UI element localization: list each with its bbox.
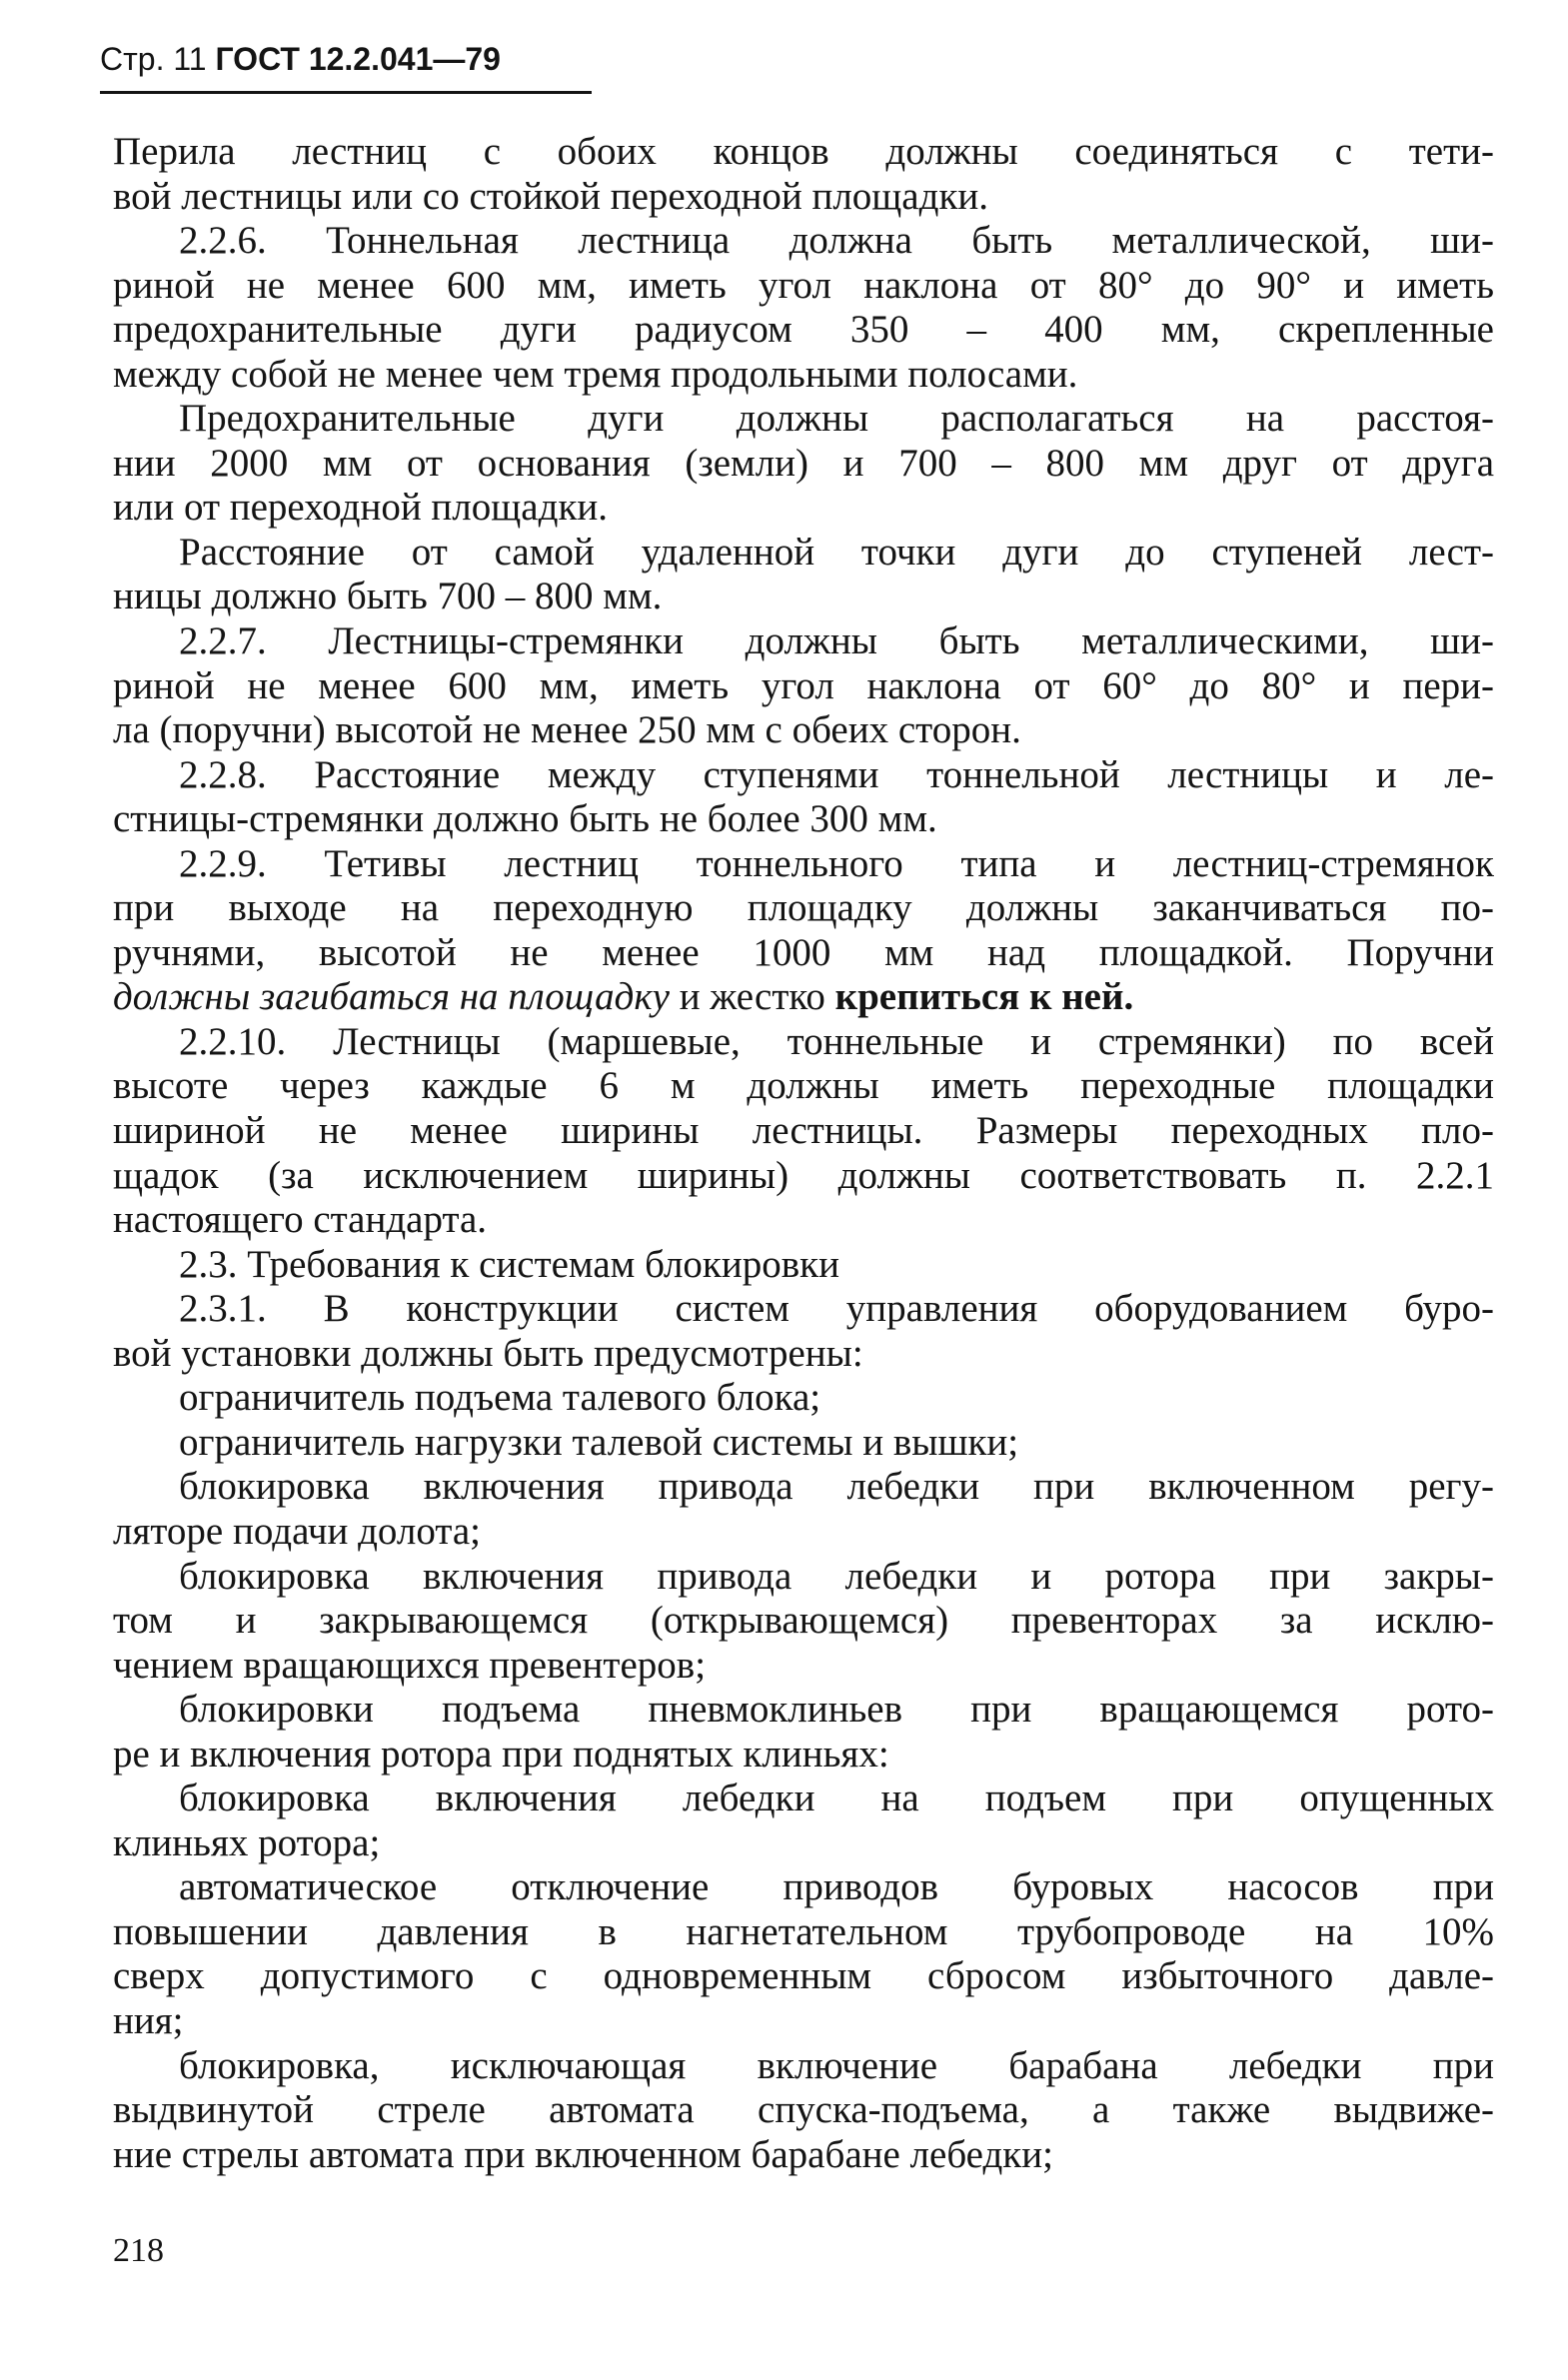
- text-line: [113, 975, 1494, 1020]
- text-run: при выходе на переходную площадку должны заканчиваться по-: [113, 886, 1494, 930]
- text-run: вой установки должны быть предусмотрены:: [113, 1331, 863, 1375]
- text-run: Расстояние от самой удаленной точки дуги до ступеней лест-: [179, 530, 1494, 574]
- text-line: [113, 1910, 1494, 1955]
- text-run: между собой не менее чем тремя продольными полосами.: [113, 352, 1078, 396]
- text-line: [113, 1599, 1494, 1644]
- text-run: Перила лестниц с обоих концов должны соединяться с тети-: [113, 130, 1494, 173]
- text-line: [113, 931, 1494, 976]
- text-run: ре и включения ротора при поднятых клиньях:: [113, 1732, 889, 1776]
- text-line: [113, 664, 1494, 709]
- text-line: [113, 575, 1494, 619]
- text-run: ницы должно быть 700 – 800 мм.: [113, 575, 663, 618]
- header-rule: [100, 91, 592, 94]
- text-line: [113, 2044, 1494, 2089]
- text-run: риной не менее 600 мм, иметь угол наклона от 80° до 90° и иметь: [113, 263, 1494, 307]
- text-run: блокировка включения лебедки на подъем при опущенных: [179, 1777, 1494, 1820]
- text-run: ляторе подачи долота;: [113, 1509, 482, 1553]
- text-run: Предохранительные дуги должны располагаться на расстоя-: [179, 397, 1494, 441]
- text-line: [113, 308, 1494, 353]
- text-line: [113, 619, 1494, 664]
- text-line: [113, 442, 1494, 487]
- text-run: выдвинутой стреле автомата спуска-подъема, а также выдвиже-: [113, 2088, 1494, 2132]
- text-run: ла (поручни) высотой не менее 250 мм с обеих сторон.: [113, 708, 1021, 752]
- text-line: [113, 1064, 1494, 1109]
- text-run: 2.2.7. Лестницы-стремянки должны быть металлическими, ши-: [179, 619, 1494, 663]
- text-line: [113, 486, 1494, 531]
- text-line: [113, 1109, 1494, 1154]
- text-run: автоматическое отключение приводов буровых насосов при: [179, 1865, 1494, 1909]
- text-line: [113, 1999, 1494, 2044]
- text-run: 2.2.9. Тетивы лестниц тоннельного типа и лестниц-стремянок: [179, 841, 1494, 885]
- text-run: повышении давления в нагнетательном трубопроводе на 10%: [113, 1909, 1494, 1953]
- text-line: [113, 886, 1494, 931]
- page-label: Стр. 11: [100, 41, 207, 77]
- text-line: [113, 1332, 1494, 1377]
- text-run: ручнями, высотой не менее 1000 мм над площадкой. Поручни: [113, 930, 1494, 974]
- text-line: [113, 2088, 1494, 2133]
- text-line: [113, 708, 1494, 753]
- text-line: [113, 175, 1494, 220]
- text-run: блокировка, исключающая включение барабана лебедки при: [179, 2043, 1494, 2087]
- document-body: [113, 130, 1494, 2177]
- text-line: [113, 2133, 1494, 2178]
- text-line: [113, 531, 1494, 576]
- text-run: риной не менее 600 мм, иметь угол наклона от 60° до 80° и пери-: [113, 663, 1494, 707]
- text-run: клиньях ротора;: [113, 1820, 381, 1864]
- text-run: блокировка включения привода лебедки при включенном регу-: [179, 1465, 1494, 1509]
- text-line: [113, 1644, 1494, 1689]
- text-line: [113, 1555, 1494, 1600]
- text-run: ние стрелы автомата при включенном барабане лебедки;: [113, 2132, 1053, 2176]
- text-line: [113, 753, 1494, 798]
- text-line: [113, 264, 1494, 309]
- text-run: предохранительные дуги радиусом 350 – 400 мм, скрепленные: [113, 308, 1494, 352]
- text-run: щадок (за исключением ширины) должны соответствовать п. 2.2.1: [113, 1153, 1494, 1197]
- text-run: настоящего стандарта.: [113, 1198, 488, 1242]
- text-run: том и закрывающемся (открывающемся) превенторах за исклю-: [113, 1599, 1494, 1643]
- text-line: [113, 1821, 1494, 1866]
- text-line: [113, 842, 1494, 887]
- text-run: 2.3.: [179, 1242, 248, 1286]
- text-line: [113, 1198, 1494, 1243]
- text-line: [113, 1287, 1494, 1332]
- text-line: [113, 1376, 1494, 1421]
- text-run: ния;: [113, 1998, 184, 2042]
- standard-code: ГОСТ 12.2.041—79: [215, 41, 501, 77]
- text-line: [113, 1020, 1494, 1065]
- text-run: крепиться к ней.: [834, 975, 1134, 1019]
- text-line: [113, 1688, 1494, 1733]
- text-run: стницы-стремянки должно быть не более 300 мм.: [113, 797, 937, 841]
- text-run: 2.2.8. Расстояние между ступенями тоннельной лестницы и ле-: [179, 752, 1494, 796]
- text-run: блокировки подъема пневмоклиньев при вращающемся рото-: [179, 1688, 1494, 1732]
- text-line: [113, 1954, 1494, 1999]
- text-run: сверх допустимого с одновременным сбросом избыточного давле-: [113, 1954, 1494, 1998]
- page-number: 218: [113, 2232, 164, 2269]
- text-run: должны загибаться на площадку: [113, 975, 670, 1019]
- text-line: [113, 1421, 1494, 1466]
- text-run: 2.2.10. Лестницы (маршевые, тоннельные и стремянки) по всей: [179, 1019, 1494, 1063]
- text-run: чением вращающихся превентеров;: [113, 1643, 707, 1687]
- text-line: [113, 1465, 1494, 1510]
- text-run: 2.3.1. В конструкции систем управления оборудованием буро-: [179, 1287, 1494, 1331]
- text-line: [113, 1510, 1494, 1555]
- text-run: и жестко: [669, 975, 835, 1019]
- text-line: [113, 797, 1494, 842]
- text-run: высоте через каждые 6 м должны иметь переходные площадки: [113, 1064, 1494, 1108]
- text-line: [113, 130, 1494, 175]
- page-header: [100, 40, 592, 78]
- text-line: [113, 1865, 1494, 1910]
- text-line: [113, 353, 1494, 398]
- text-line: [113, 1243, 1494, 1288]
- text-run: ограничитель нагрузки талевой системы и вышки;: [179, 1420, 1019, 1464]
- text-run: Требования к системам блокировки: [247, 1242, 839, 1286]
- text-line: [113, 1154, 1494, 1199]
- text-run: блокировка включения привода лебедки и ротора при закры-: [179, 1554, 1494, 1598]
- text-run: нии 2000 мм от основания (земли) и 700 – 800 мм друг от друга: [113, 441, 1494, 485]
- text-line: [113, 1733, 1494, 1778]
- text-run: 2.2.6. Тоннельная лестница должна быть металлической, ши-: [179, 219, 1494, 263]
- text-run: или от переходной площадки.: [113, 486, 609, 530]
- text-run: вой лестницы или со стойкой переходной площадки.: [113, 174, 989, 218]
- text-run: ограничитель подъема талевого блока;: [179, 1376, 821, 1420]
- text-run: шириной не менее ширины лестницы. Размеры переходных пло-: [113, 1109, 1494, 1153]
- text-line: [113, 397, 1494, 442]
- text-line: [113, 219, 1494, 264]
- text-line: [113, 1777, 1494, 1821]
